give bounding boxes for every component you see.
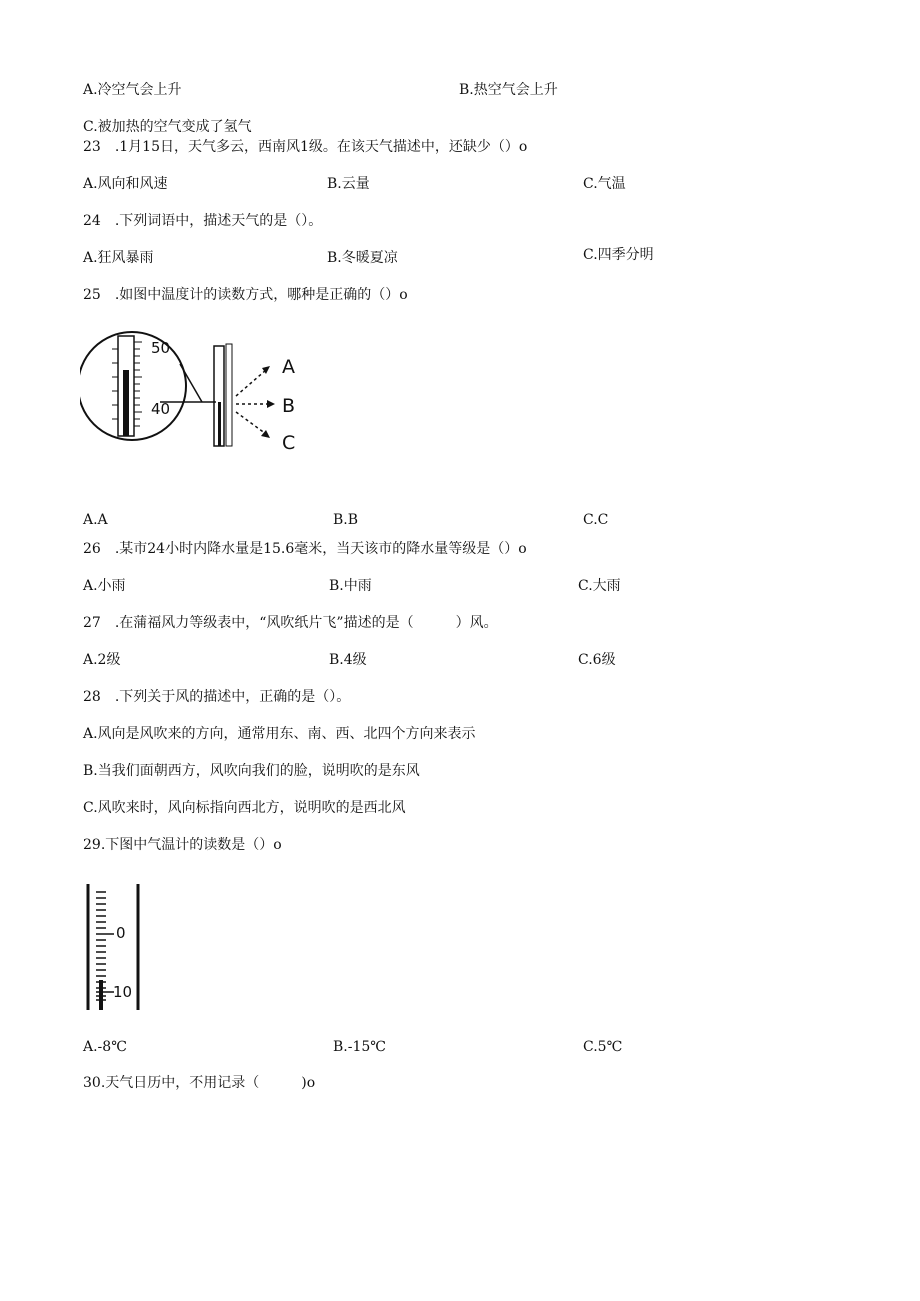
figure-scale-label-50: 50 — [151, 339, 171, 357]
q28-option-b: B.当我们面朝西方，风吹向我们的脸，说明吹的是东风 — [83, 763, 420, 779]
q27-stem: 27 .在蒲福风力等级表中，“风吹纸片飞”描述的是（ ）风。 — [83, 615, 498, 631]
q23-option-a: A.风向和风速 — [83, 176, 168, 192]
q25-option-a: A.A — [83, 512, 108, 528]
q22-option-c: C.被加热的空气变成了氢气 — [83, 119, 252, 135]
q29-option-a: A.-8℃ — [83, 1039, 127, 1055]
q24-option-c: C.四季分明 — [583, 247, 654, 263]
q26-stem: 26 .某市24小时内降水量是15.6毫米，当天该市的降水量等级是（）o — [83, 541, 527, 557]
q28-option-a: A.风向是风吹来的方向，通常用东、南、西、北四个方向来表示 — [83, 726, 476, 742]
q30-stem: 30.天气日历中，不用记录（ )o — [83, 1075, 316, 1091]
q29-stem: 29.下图中气温计的读数是（）o — [83, 837, 282, 853]
figure-scale-label-10: 10 — [113, 983, 133, 1001]
figure-scale-label-40: 40 — [151, 400, 171, 418]
q27-option-b: B.4级 — [329, 652, 367, 668]
q29-option-b: B.-15℃ — [333, 1039, 386, 1055]
q22-option-b: B.热空气会上升 — [459, 82, 558, 98]
q23-stem: 23 .1月15日，天气多云，西南风1级。在该天气描述中，还缺少（）o — [83, 139, 528, 155]
q25-option-b: B.B — [333, 512, 359, 528]
q25-option-c: C.C — [583, 512, 609, 528]
q26-option-a: A.小雨 — [83, 578, 126, 594]
q26-option-c: C.大雨 — [578, 578, 621, 594]
q22-option-a: A.冷空气会上升 — [83, 82, 182, 98]
q28-stem: 28 .下列关于风的描述中，正确的是（）。 — [83, 689, 351, 705]
q25-stem: 25 .如图中温度计的读数方式，哪种是正确的（）o — [83, 287, 408, 303]
q23-option-c: C.气温 — [583, 176, 626, 192]
q28-option-c: C.风吹来时，风向标指向西北方，说明吹的是西北风 — [83, 800, 406, 816]
q24-option-a: A.狂风暴雨 — [83, 250, 154, 266]
q27-option-a: A.2级 — [83, 652, 121, 668]
figure-scale-label-0: 0 — [116, 924, 126, 942]
q23-option-b: B.云量 — [327, 176, 370, 192]
q24-option-b: B.冬暖夏凉 — [327, 250, 398, 266]
q29-option-c: C.5℃ — [583, 1039, 623, 1055]
q27-option-c: C.6级 — [578, 652, 616, 668]
figure-arrow-label-c: C — [282, 432, 296, 454]
figure-arrow-label-b: B — [282, 395, 296, 417]
q26-option-b: B.中雨 — [329, 578, 372, 594]
figure-arrow-label-a: A — [282, 356, 295, 378]
q24-stem: 24 .下列词语中，描述天气的是（）。 — [83, 213, 323, 229]
